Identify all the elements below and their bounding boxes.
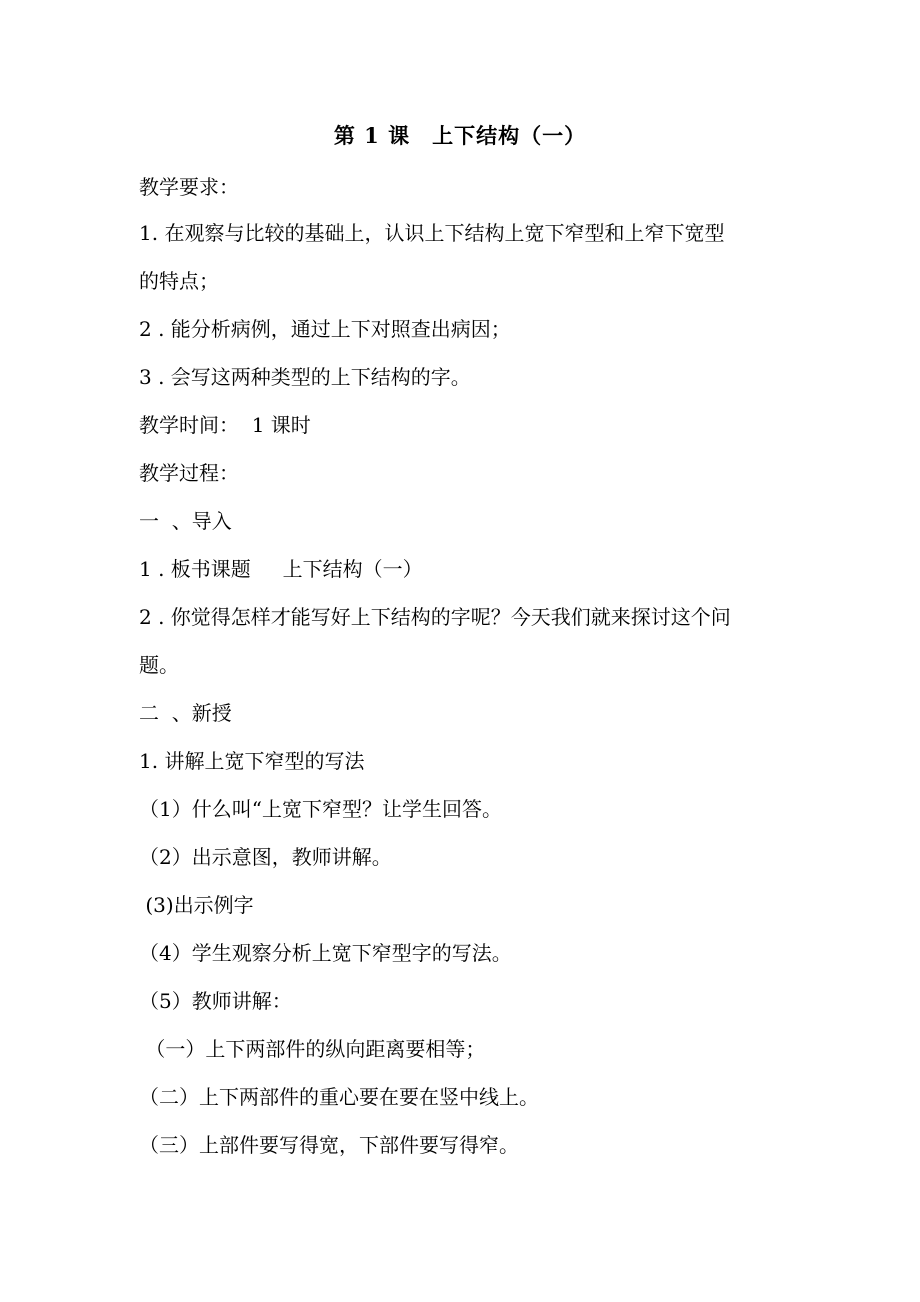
text-line-requirement-1: 1. 在观察与比较的基础上，认识上下结构上宽下窄型和上窄下宽型 [139,221,725,245]
lesson-title: 第 1 课 上下结构（一） [333,123,587,148]
text-line-step-5: （5）教师讲解： [139,989,292,1013]
text-line-step-3: (3)出示例字 [139,893,254,917]
text-line-point-3: （三）上部件要写得宽，下部件要写得窄。 [139,1133,519,1157]
text-line-teaching-process: 教学过程： [139,461,239,485]
text-line-teaching-requirements: 教学要求： [139,175,239,199]
text-line-section-intro: 一 、导入 [139,509,232,533]
text-line-requirement-3: 3 . 会写这两种类型的上下结构的字。 [139,365,471,389]
text-line-requirement-2: 2 . 能分析病例，通过上下对照查出病因； [139,317,511,341]
text-line-step-2: （2）出示意图，教师讲解。 [139,845,392,869]
text-line-requirement-1-cont: 的特点； [139,269,219,293]
text-line-point-2: （二）上下两部件的重心要在要在竖中线上。 [139,1085,539,1109]
text-line-step-4: （4）学生观察分析上宽下窄型字的写法。 [139,941,512,965]
text-line-section-new: 二 、新授 [139,701,232,725]
text-line-teaching-time: 教学时间： 1 课时 [139,413,311,437]
text-line-point-1: （一）上下两部件的纵向距离要相等； [139,1037,486,1061]
text-line-intro-2-cont: 题。 [139,653,179,677]
text-line-intro-1: 1 . 板书课题 上下结构（一） [139,557,423,581]
text-line-intro-2: 2 . 你觉得怎样才能写好上下结构的字呢？今天我们就来探讨这个问 [139,605,731,629]
text-line-new-1: 1. 讲解上宽下窄型的写法 [139,749,365,773]
text-line-step-1: （1）什么叫“上宽下窄型？让学生回答。 [139,797,502,821]
